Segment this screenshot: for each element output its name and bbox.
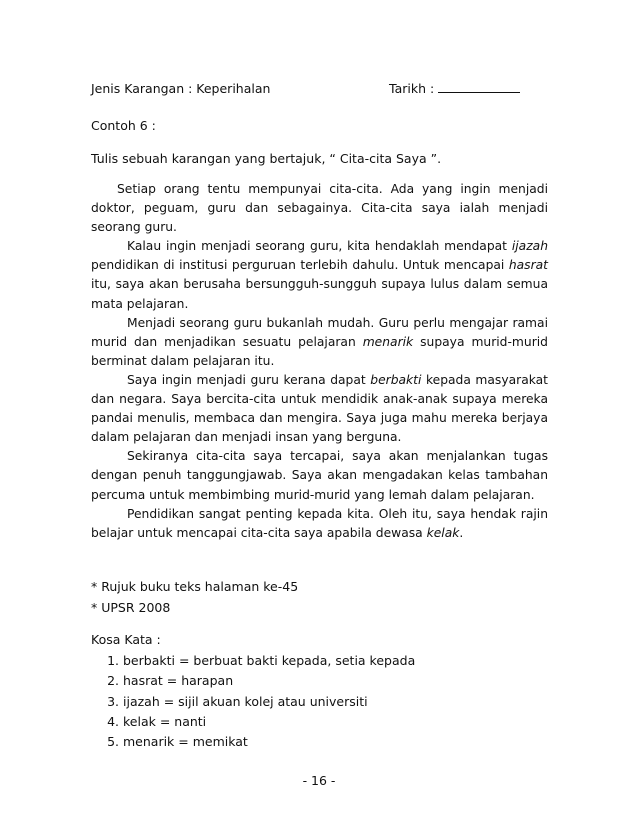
header-row (91, 81, 551, 96)
kosa-kata-item: 4. kelak = nanti (123, 712, 415, 732)
italic-keyword: berbakti (370, 372, 422, 387)
italic-keyword: kelak (426, 525, 460, 540)
essay-paragraph (91, 180, 548, 237)
paragraph-text: Sekiranya cita-cita saya tercapai, saya akan menjalankan tugas dengan penuh tanggungjawab. Saya akan mengadakan kelas tambahan percuma untuk membimbing murid-murid yang lemah dalam pelajaran. (91, 449, 548, 502)
kosa-kata-item: 5. menarik = memikat (123, 732, 415, 752)
tarikh-blank-line (438, 82, 520, 93)
italic-keyword: ijazah (511, 239, 548, 254)
kosa-kata-section (91, 632, 415, 752)
contoh-heading: Contoh 6 : (91, 118, 156, 133)
notes (91, 577, 298, 618)
essay-paragraph (91, 447, 548, 504)
kosa-kata-list (91, 651, 415, 752)
paragraph-text: Kalau ingin menjadi seorang guru, kita hendaklah mendapat (127, 239, 512, 254)
italic-keyword: hasrat (508, 258, 548, 273)
paragraph-text: Saya ingin menjadi guru kerana dapat (127, 372, 371, 387)
note-upsr: * UPSR 2008 (91, 599, 171, 615)
kosa-kata-item: 3. ijazah = sijil akuan kolej atau universiti (123, 692, 415, 712)
kosa-kata-item: 2. hasrat = harapan (123, 671, 415, 691)
paragraph-text: Menjadi seorang guru bukanlah mudah. Guru perlu mengajar ramai murid dan menjadikan sesuatu pelajaran (91, 315, 548, 349)
essay-paragraph (91, 237, 548, 313)
essay-body (91, 180, 548, 543)
paragraph-text: pendidikan di institusi perguruan terlebih dahulu. Untuk mencapai (91, 258, 509, 273)
paragraph-text: supaya murid-murid berminat dalam pelajaran itu. (91, 334, 548, 368)
paragraph-text: Setiap orang tentu mempunyai cita-cita. Ada yang ingin menjadi doktor, peguam, guru dan sebagainya. Cita-cita saya ialah menjadi seorang guru. (91, 182, 548, 235)
essay-instruction: Tulis sebuah karangan yang bertajuk, “ Cita-cita Saya ”. (91, 151, 442, 166)
kosa-kata-item: 1. berbakti = berbuat bakti kepada, setia kepada (123, 651, 415, 671)
paragraph-text: kepada masyarakat dan negara. Saya bercita-cita untuk mendidik anak-anak supaya mereka pandai menulis, membaca dan mengira. Saya juga mahu mereka berjaya dalam pelajaran dan menjadi insan yang berguna. (91, 372, 549, 445)
essay-paragraph (91, 314, 548, 371)
kosa-kata-title: Kosa Kata : (91, 632, 161, 647)
paragraph-text: Pendidikan sangat penting kepada kita. Oleh itu, saya hendak rajin belajar untuk mencapai cita-cita saya apabila dewasa (91, 506, 548, 540)
note-rujuk: * Rujuk buku teks halaman ke-45 (91, 579, 299, 594)
paragraph-text: itu, saya akan berusaha bersungguh-sungguh supaya lulus dalam semua mata pelajaran. (91, 277, 548, 311)
tarikh-field (389, 81, 520, 96)
essay-paragraph (91, 371, 548, 447)
italic-keyword: menarik (362, 334, 414, 349)
paragraph-text: . (459, 525, 464, 540)
page-number: - 16 - (302, 773, 336, 788)
jenis-karangan-label: Jenis Karangan : Keperihalan (91, 81, 271, 96)
tarikh-label: Tarikh : (389, 81, 435, 96)
essay-paragraph (91, 505, 548, 543)
